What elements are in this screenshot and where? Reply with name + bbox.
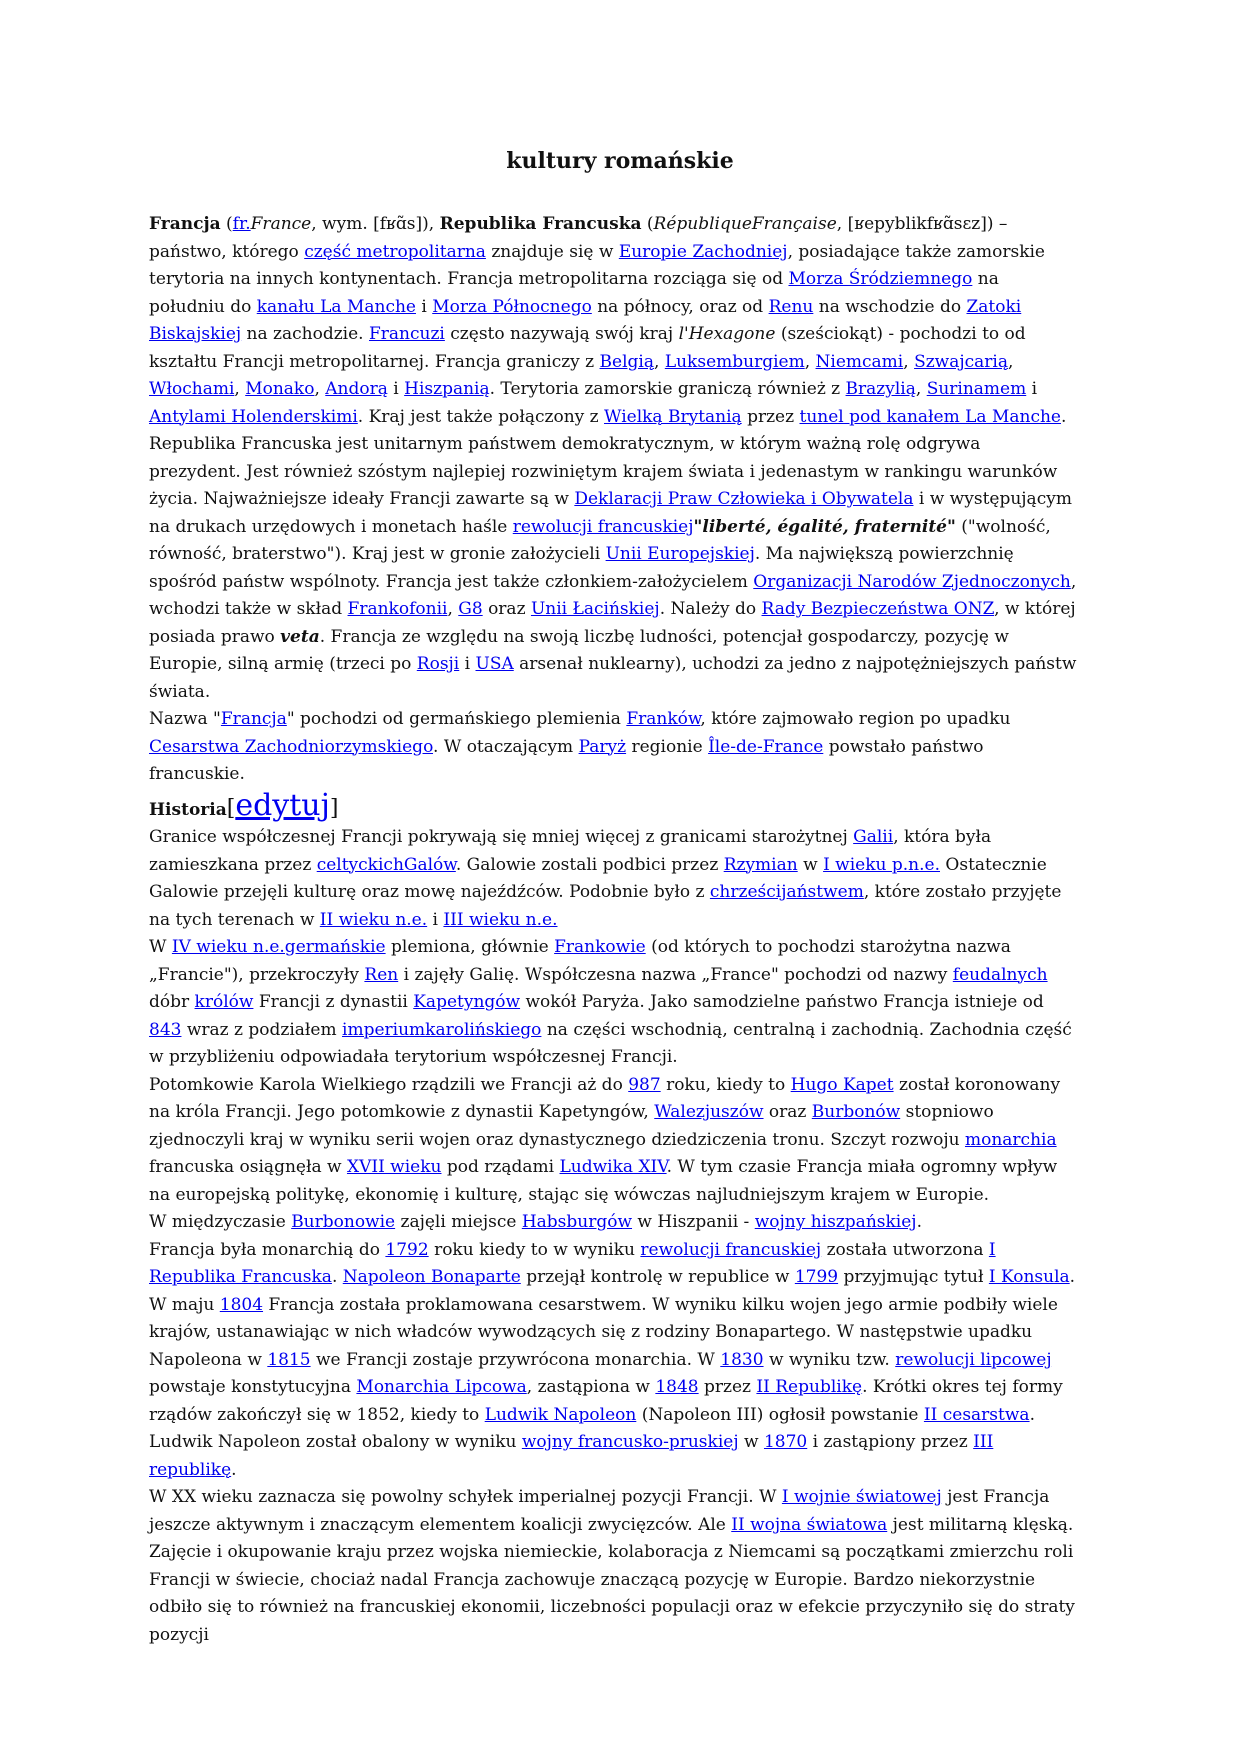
edit-bracket-open: [ (226, 796, 236, 821)
text-run: w wyniku tzw. (763, 1349, 896, 1370)
text-run: roku kiedy to w wyniku (428, 1239, 641, 1260)
text-run: , która była zamieszkana przez (149, 827, 992, 875)
text-run: wraz z podziałem (181, 1019, 343, 1040)
text-run: oraz (763, 1102, 812, 1122)
wiki-link[interactable]: celtyckichGalów (316, 854, 456, 875)
wiki-link[interactable]: Franków (626, 709, 701, 729)
wiki-link[interactable]: imperiumkarolińskiego (342, 1019, 542, 1040)
text-run: została utworzona (821, 1239, 989, 1260)
bold-text: Republika Francuska (439, 214, 642, 234)
wiki-link[interactable]: Unii Łacińskiej (530, 599, 660, 619)
text-run: jest Francja jeszcze aktywnym i znaczącym elementem koalicji zwycięzców. Ale (149, 1487, 1050, 1535)
wiki-link[interactable]: Belgią (599, 351, 654, 372)
wiki-link[interactable]: Deklaracji Praw Człowieka i Obywatela (574, 489, 914, 509)
text-run: W XX wieku zaznacza się powolny schyłek imperialnej pozycji Francji. W (149, 1487, 782, 1507)
wiki-link[interactable]: Niemcami (815, 351, 904, 372)
history-section (149, 788, 1077, 1649)
text-run: Granice współczesnej Francji pokrywają się mniej więcej z granicami starożytnej (149, 827, 854, 847)
text-run: , (804, 351, 816, 372)
wiki-link[interactable]: Zatoki Biskajskiej (149, 296, 1022, 344)
history-paragraph (149, 1484, 1077, 1649)
wiki-link[interactable]: Rosji (416, 654, 460, 674)
text-run: i (427, 909, 444, 930)
wiki-link[interactable]: Francja (220, 709, 287, 729)
text-run: . W maju (149, 1267, 1076, 1315)
text-run: stopniowo zjednoczyli kraj w wyniku serii wojen oraz dynastycznego dziedziczenia tronu. Szczyt rozwoju (149, 1102, 994, 1150)
text-run: Francji z dynastii (253, 992, 414, 1012)
history-paragraph (149, 934, 1077, 1072)
wiki-link[interactable]: Frankofonii (347, 599, 448, 619)
text-run: , [ʁepyblikfʁɑ̃sɛz]) – państwo, którego (149, 214, 1008, 262)
wiki-link[interactable]: chrześcijaństwem (709, 882, 864, 902)
wiki-link[interactable]: tunel pod kanałem La Manche (799, 406, 1061, 427)
text-run: i (415, 296, 433, 317)
history-paragraph (149, 824, 1077, 934)
text-run: znajduje się w (485, 241, 619, 262)
text-run: roku, kiedy to (660, 1074, 791, 1095)
wiki-link[interactable]: I Konsula (988, 1267, 1070, 1287)
wiki-link[interactable]: I wieku p.n.e. (823, 854, 940, 875)
wiki-link[interactable]: III wieku n.e. (443, 909, 558, 930)
bold-italic-text: "liberté, égalité, fraternité" (693, 516, 956, 537)
wiki-link[interactable]: Renu (768, 296, 814, 317)
text-run: . (331, 1267, 343, 1287)
wiki-link[interactable]: II wojna światowa (731, 1514, 888, 1535)
text-run: Francja została proklamowana cesarstwem. W wyniku kilku wojen jego armie podbiły wiele krajów, ustanawiając w nich władców wywodzących się z rodziny Bonapartego. W następstwie upadku Napoleona w (149, 1294, 1058, 1370)
history-paragraph (149, 1072, 1077, 1210)
wiki-link[interactable]: Napoleon Bonaparte (342, 1267, 521, 1287)
text-run: w (738, 1432, 764, 1452)
text-run: we Francji zostaje przywrócona monarchia. W (310, 1349, 721, 1370)
text-run: , zastąpiona w (526, 1377, 656, 1397)
wiki-link[interactable]: Włochami (149, 379, 235, 399)
text-run: (sześciokąt) - pochodzi to od kształtu Francji metropolitarnej. Francja graniczy z (149, 324, 1026, 372)
text-run: Ostatecznie Galowie przejęli kulturę oraz mowę najeźdźców. Podobnie było z (149, 854, 1047, 902)
wiki-link[interactable]: II Republikę (756, 1377, 863, 1397)
text-run: w (797, 854, 824, 875)
wiki-link[interactable]: USA (475, 654, 514, 674)
text-run: Potomkowie Karola Wielkiego rządzili we Francji aż do (149, 1074, 629, 1095)
edit-bracket-close: ] (329, 796, 339, 821)
wiki-link[interactable]: I Republika Francuska (149, 1239, 996, 1287)
wiki-link[interactable]: fr. (232, 214, 251, 234)
wiki-link[interactable]: Hugo Kapet (790, 1074, 894, 1095)
wiki-link[interactable]: rewolucji francuskiej (512, 516, 694, 537)
wiki-link[interactable]: monarchia (964, 1129, 1057, 1150)
italic-text: l'Hexagone (678, 324, 776, 344)
text-run: . Terytoria zamorskie graniczą również z (489, 379, 846, 399)
wiki-link[interactable]: Surinamem (926, 379, 1027, 399)
wiki-link[interactable]: Europie Zachodniej (618, 241, 788, 262)
text-run: , wym. [fʁɑ̃s]), (311, 214, 440, 234)
text-run: . Ma największą powierzchnię spośród państw wspólnoty. Francja jest także członkiem-założycielem (149, 544, 1014, 592)
text-run: jest militarną klęską. Zajęcie i okupowanie kraju przez wojska niemieckie, kolaboracja z Niemcami są początkami zmierzchu roli Francji w świecie, chociaż nadal Francja zachowuje znaczącą pozycję w Europie. Bardzo niekorzystnie odbiło się to również na francuskiej ekonomii, liczebności populacji oraz w efekcie przyczyniło się do straty pozycji (149, 1514, 1075, 1645)
text-run: , (903, 351, 915, 372)
wiki-link[interactable]: Cesarstwa Zachodniorzymskiego (149, 736, 434, 757)
text-run: , posiadające także zamorskie terytoria na innych kontynentach. Francja metropolitarna rozciąga się od (149, 241, 1045, 289)
history-heading (149, 788, 1077, 824)
intro-paragraph (149, 706, 1077, 789)
edit-link[interactable]: edytuj (235, 788, 330, 823)
wiki-link[interactable]: Habsburgów (521, 1212, 633, 1232)
wiki-link[interactable]: Szwajcarią (914, 351, 1008, 372)
text-run: , (915, 379, 927, 399)
text-run: oraz (482, 599, 531, 619)
wiki-link[interactable]: 1870 (763, 1432, 808, 1452)
wiki-link[interactable]: Burbonowie (291, 1212, 396, 1232)
wiki-link[interactable]: Andorą (325, 379, 388, 399)
wiki-link[interactable]: Rzymian (723, 854, 798, 875)
text-run: francuska osiągnęła w (149, 1157, 347, 1177)
wiki-link[interactable]: kanału La Manche (256, 296, 416, 317)
text-run: w Hiszpanii - (632, 1212, 755, 1232)
wiki-link[interactable]: 1815 (267, 1349, 311, 1370)
text-run: . (1060, 406, 1067, 427)
wiki-link[interactable]: I wojnie światowej (781, 1487, 942, 1507)
bold-text: Francja (149, 214, 221, 234)
text-run: i zastąpiony przez (807, 1432, 974, 1452)
wiki-link[interactable]: Ren (364, 964, 399, 985)
history-body (149, 824, 1077, 1649)
wiki-link[interactable]: Ludwik Napoleon (484, 1404, 637, 1425)
text-run: (od których to pochodzi starożytna nazwa „Francie"), przekroczyły (149, 937, 1011, 985)
wiki-link[interactable]: XVII wieku (346, 1157, 442, 1177)
text-run: (Napoleon III) ogłosił powstanie (636, 1404, 924, 1425)
text-run: . W tym czasie Francja miała ogromny wpływ na europejską politykę, ekonomię i kulturę, stając się wówczas najludniejszym krajem w Europie. (149, 1157, 1058, 1205)
text-run: często nazywają swój kraj (444, 324, 679, 344)
wiki-link[interactable]: rewolucji lipcowej (895, 1349, 1052, 1370)
text-run: . (231, 1459, 237, 1480)
wiki-link[interactable]: II wieku n.e. (319, 909, 428, 930)
text-run: pod rządami (441, 1157, 560, 1177)
text-run: Nazwa " (149, 709, 221, 729)
wiki-link[interactable]: 1804 (219, 1294, 264, 1315)
wiki-link[interactable]: II cesarstwa (923, 1404, 1030, 1425)
text-run: ( (641, 214, 654, 234)
text-run: regionie (626, 736, 709, 757)
text-run: na zachodzie. (241, 324, 369, 344)
wiki-link[interactable]: rewolucji francuskiej (640, 1239, 822, 1260)
text-run: . Ludwik Napoleon został obalony w wyniku (149, 1404, 1035, 1452)
text-run: . Francja ze względu na swoją liczbę ludności, potencjał gospodarczy, pozycję w Europie, silną armię (trzeci po (149, 626, 1009, 674)
wiki-link[interactable]: III republikę (149, 1432, 994, 1480)
text-run: ( (220, 214, 233, 234)
text-run: , (654, 351, 665, 372)
wiki-link[interactable]: feudalnych (952, 964, 1048, 985)
wiki-link[interactable]: 1830 (720, 1349, 764, 1370)
wiki-link[interactable]: Walezjuszów (654, 1102, 764, 1122)
wiki-link[interactable]: wojny francusko-pruskiej (521, 1432, 739, 1452)
wiki-link[interactable]: Paryż (578, 736, 627, 757)
text-run: . W otaczającym (433, 736, 579, 757)
wiki-link[interactable]: Galii (853, 827, 894, 847)
wiki-link[interactable]: Antylami Holenderskimi (149, 406, 358, 427)
text-run: , wchodzi także w skład (149, 571, 1077, 619)
text-run: , w której posiada prawo (149, 599, 1076, 647)
wiki-link[interactable]: Frankowie (554, 937, 646, 957)
wiki-link[interactable]: Unii Europejskiej (605, 544, 755, 564)
wiki-link[interactable]: Morza Północnego (432, 296, 592, 317)
text-run: . Należy do (659, 599, 762, 619)
text-run: , (447, 599, 459, 619)
text-run: . Krótki okres tej formy rządów zakończył się w 1852, kiedy to (149, 1377, 1063, 1425)
text-run: , (234, 379, 246, 399)
wiki-link[interactable]: Rady Bezpieczeństwa ONZ (761, 599, 995, 619)
wiki-link[interactable]: Hiszpanią (404, 379, 490, 399)
history-paragraph (149, 1209, 1077, 1237)
text-run: . Galowie zostali podbici przez (455, 854, 724, 875)
wiki-link[interactable]: Monarchia Lipcowa (356, 1377, 527, 1397)
text-run: , (1007, 351, 1014, 372)
wiki-link[interactable]: Monako (245, 379, 315, 399)
wiki-link[interactable]: 1799 (794, 1267, 839, 1287)
text-run: ("wolność, równość, braterstwo"). Kraj jest w gronie założycieli (149, 516, 1051, 564)
text-run: przejął kontrolę w republice w (520, 1267, 795, 1287)
text-run: i zajęły Galię. Współczesna nazwa „France" pochodzi od nazwy (398, 964, 953, 985)
text-run: powstało państwo francuskie. (149, 736, 984, 784)
text-run: wokół Paryża. Jako samodzielne państwo Francja istnieje od (520, 992, 1044, 1012)
text-run: plemiona, głównie (385, 937, 555, 957)
text-run: W (149, 937, 172, 957)
text-run: " pochodzi od germańskiego plemienia (286, 709, 627, 729)
wiki-link[interactable]: Francuzi (369, 324, 445, 344)
text-run: arsenał nuklearny), uchodzi za jedno z najpotężniejszych państw świata. (149, 654, 1077, 702)
text-run: . (916, 1212, 922, 1232)
text-run: . Kraj jest także połączony z (357, 406, 605, 427)
wiki-link[interactable]: 1848 (655, 1377, 699, 1397)
text-run: na części wschodnią, centralną i zachodnią. Zachodnia część w przybliżeniu odpowiadała terytorium współczesnej Francji. (149, 1019, 1072, 1067)
wiki-link[interactable]: IV wieku n.e.germańskie (171, 937, 386, 957)
wiki-link[interactable]: Kapetyngów (413, 992, 521, 1012)
wiki-link[interactable]: 987 (628, 1074, 661, 1095)
wiki-link[interactable]: Brazylią (845, 379, 916, 399)
text-run: został koronowany na króla Francji. Jego potomkowie z dynastii Kapetyngów, (149, 1074, 1061, 1122)
wiki-link[interactable]: część metropolitarna (304, 241, 486, 262)
text-run: , które zostało przyjęte na tych terenach w (149, 882, 1062, 930)
text-run: i w występującym na drukach urzędowych i monetach haśle (149, 489, 1072, 537)
text-run: , które zajmowało region po upadku (700, 709, 1011, 729)
intro-paragraph (149, 431, 1077, 706)
text-run: , (314, 379, 326, 399)
text-run: Francja była monarchią do (149, 1239, 386, 1260)
text-run: na południu do (149, 269, 999, 317)
intro-section (149, 211, 1077, 789)
wiki-link[interactable]: Morza Śródziemnego (788, 269, 973, 289)
wiki-link[interactable]: Wielką Brytanią (604, 406, 742, 427)
wiki-link[interactable]: Île-de-France (708, 736, 824, 757)
wiki-link[interactable]: wojny hiszpańskiej (754, 1212, 917, 1232)
history-heading-text: Historia (149, 800, 227, 820)
text-run: Republika Francuska jest unitarnym państwem demokratycznym, w którym ważną rolę odgrywa prezydent. Jest również szóstym najlepiej rozwiniętym krajem świata i jedenastym w rankingu warunków życia. Najważniejsze ideały Francji zawarte są w (149, 434, 1058, 509)
text-run: i (387, 379, 405, 399)
intro-paragraph (149, 211, 1077, 431)
text-run: dóbr (149, 992, 195, 1012)
wiki-link[interactable]: G8 (458, 599, 483, 619)
text-run: przez (698, 1377, 757, 1397)
wiki-link[interactable]: królów (194, 992, 254, 1012)
text-run: przyjmując tytuł (838, 1267, 989, 1287)
text-run: i (459, 654, 476, 674)
wiki-link[interactable]: 843 (149, 1019, 182, 1040)
italic-text: RépubliqueFrançaise (653, 214, 837, 234)
wiki-link[interactable]: Ludwika XIV (559, 1157, 667, 1177)
text-run: W międzyczasie (149, 1212, 292, 1232)
bold-italic-text: veta (280, 626, 320, 647)
wiki-link[interactable]: Luksemburgiem (664, 351, 805, 372)
text-run: na wschodzie do (813, 296, 967, 317)
text-run: i (1026, 379, 1038, 399)
text-run: powstaje konstytucyjna (149, 1377, 357, 1397)
italic-text: France (250, 214, 312, 234)
wiki-link[interactable]: 1792 (385, 1239, 429, 1260)
page-title: kultury romańskie (506, 148, 734, 174)
wiki-link[interactable]: Burbonów (811, 1102, 901, 1122)
history-paragraph (149, 1237, 1077, 1485)
wiki-link[interactable]: Organizacji Narodów Zjednoczonych (753, 571, 1071, 592)
text-run: zajęli miejsce (395, 1212, 522, 1232)
text-run: na północy, oraz od (591, 296, 769, 317)
text-run: przez (741, 406, 800, 427)
